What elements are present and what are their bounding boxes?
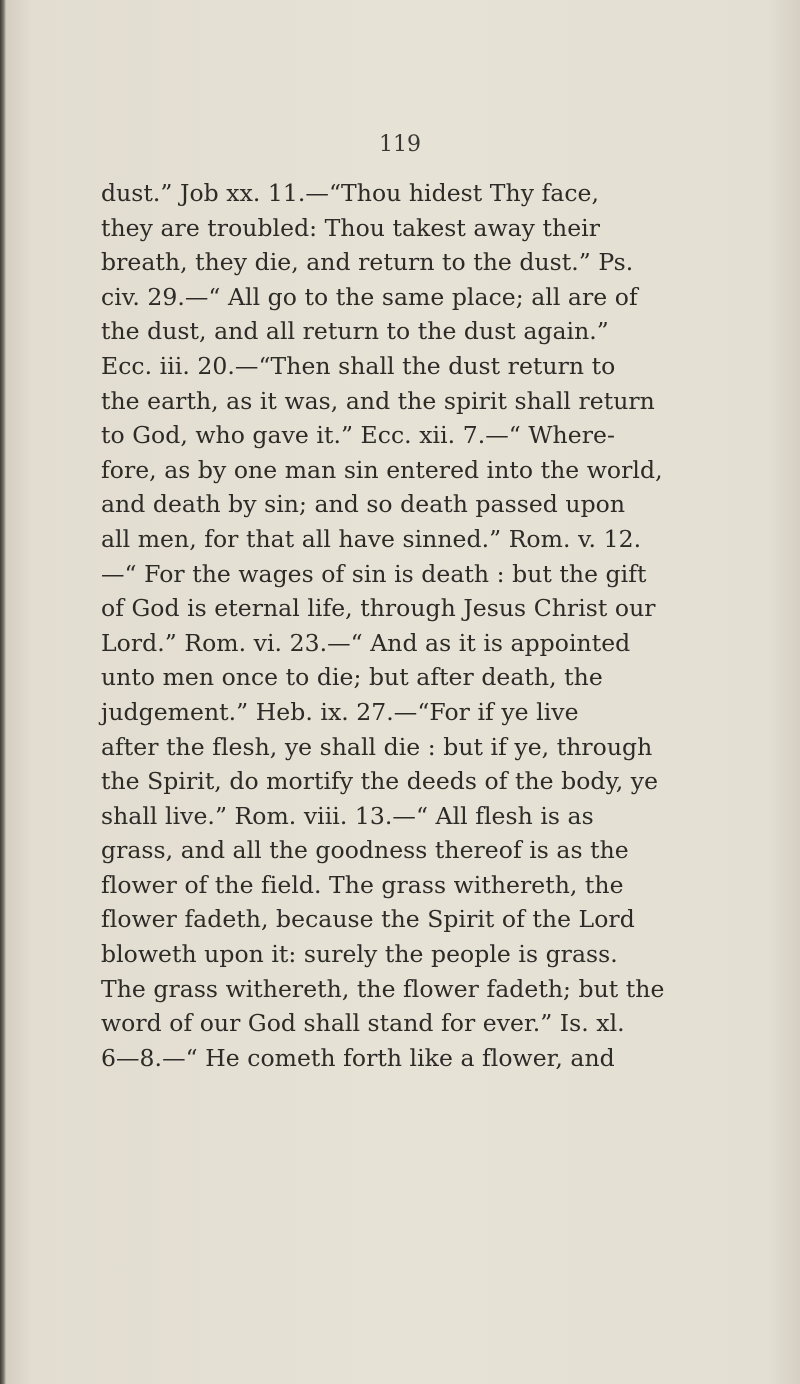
text-line: fore, as by one man sin entered into the world, (101, 455, 663, 484)
text-line: the Spirit, do mortify the deeds of the body, ye (101, 767, 659, 796)
text-line: the earth, as it was, and the spirit shall return (101, 386, 655, 415)
text-line: of God is eternal life, through Jesus Christ our (101, 594, 656, 623)
text-line: shall live.” Rom. viii. 13.—“ All flesh is as (101, 801, 594, 830)
text-line: after the flesh, ye shall die : but if ye, through (101, 732, 653, 761)
text-line: Lord.” Rom. vi. 23.—“ And as it is appointed (101, 628, 631, 657)
text-line: the dust, and all return to the dust again.” (101, 317, 609, 346)
text-line: —“ For the wages of sin is death : but the gift (101, 559, 647, 588)
text-line: to God, who gave it.” Ecc. xii. 7.—“ Where- (101, 421, 615, 450)
body-text (101, 176, 800, 1075)
text-line: all men, for that all have sinned.” Rom. v. 12. (101, 524, 642, 553)
text-line: civ. 29.—“ All go to the same place; all are of (101, 282, 638, 311)
text-line: unto men once to die; but after death, the (101, 663, 603, 692)
text-line: Ecc. iii. 20.—“Then shall the dust return to (101, 351, 616, 380)
text-line: flower fadeth, because the Spirit of the Lord (101, 905, 635, 934)
text-line: word of our God shall stand for ever.” Is. xl. (101, 1009, 625, 1038)
text-line: bloweth upon it: surely the people is grass. (101, 940, 618, 969)
text-line: breath, they die, and return to the dust.” Ps. (101, 248, 634, 277)
page-binding-edge (0, 0, 6, 1384)
text-line: dust.” Job xx. 11.—“Thou hidest Thy face, (101, 179, 600, 207)
text-line: and death by sin; and so death passed upon (101, 490, 626, 519)
text-line: flower of the field. The grass withereth, the (101, 870, 624, 899)
text-line: The grass withereth, the flower fadeth; but the (101, 974, 665, 1003)
text-line: grass, and all the goodness thereof is as the (101, 836, 629, 865)
text-line: judgement.” Heb. ix. 27.—“For if ye live (101, 697, 579, 726)
text-line: 6—8.—“ He cometh forth like a flower, and (101, 1043, 615, 1072)
text-line: they are troubled: Thou takest away their (101, 213, 601, 242)
page-number: 119 (379, 132, 421, 157)
